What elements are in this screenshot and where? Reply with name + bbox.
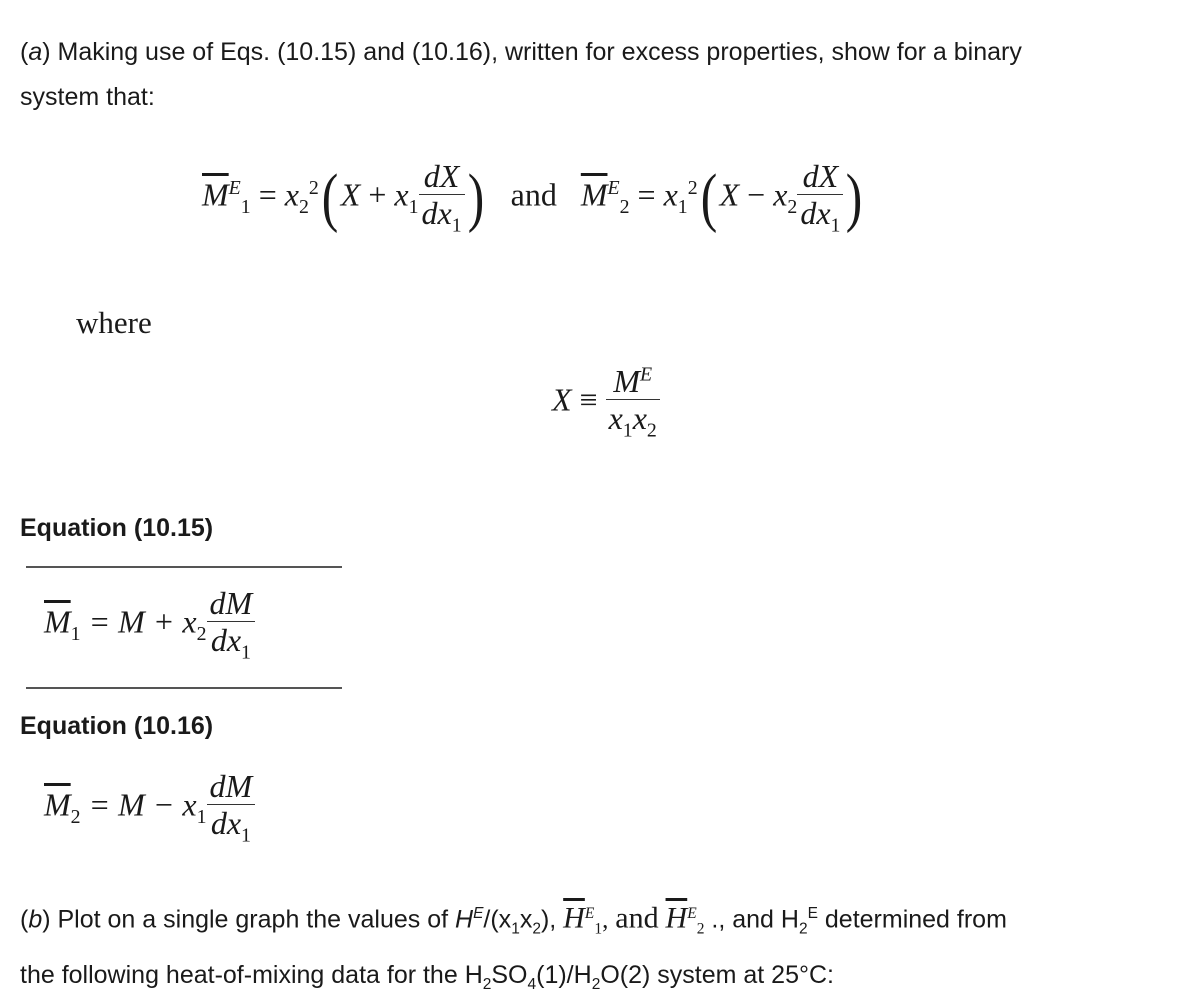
dot-comma: ., — [711, 905, 726, 934]
den-b-sub: 1 — [830, 214, 841, 237]
part-a-text: Making use of Eqs. (10.15) and (10.16), written for excess properties, show for a binary — [50, 38, 1022, 66]
frac-dX-dx1-a — [419, 160, 465, 236]
divider-top — [26, 566, 342, 568]
den-a-sub: 1 — [451, 214, 462, 237]
me-num: M — [613, 363, 640, 399]
lparen-1: ( — [321, 161, 339, 235]
x-def-var: X — [552, 381, 572, 418]
m-bar-2: $\overline{M}$ — [580, 176, 608, 213]
mid-text: (1)/H — [536, 961, 592, 989]
h1-sup: E — [584, 905, 595, 922]
dx-den-b: dx — [210, 805, 242, 841]
x1-den-sub: 1 — [622, 419, 633, 442]
den-a: dx — [421, 195, 452, 231]
x-var-2: X — [719, 176, 740, 213]
equation-1015-heading: Equation (10.15) — [20, 514, 214, 542]
m2-sub: 2 — [70, 805, 81, 828]
o-text: O(2) system at 25°C: — [600, 961, 834, 989]
equation-1016 — [44, 770, 255, 846]
sub-2: 2 — [298, 195, 309, 218]
m1-sub: 1 — [70, 622, 81, 645]
he-slash: /(x — [483, 905, 512, 934]
h2-sup: E — [687, 905, 697, 922]
h1-comma: , — [602, 906, 609, 934]
sub-1b: 1 — [408, 195, 419, 218]
x2-mult: x — [773, 176, 788, 213]
he-sup: E — [473, 905, 484, 922]
he-close: ), — [540, 905, 557, 934]
x-definition — [552, 365, 660, 441]
frac-dM-dx1-b — [207, 770, 256, 846]
sub-1c: 1 — [677, 195, 688, 218]
plus: + — [368, 176, 387, 213]
m-bar-1: $\overline{M}$ — [202, 176, 229, 213]
x-var-1: X — [340, 176, 361, 213]
h2e-sup: E — [807, 905, 818, 922]
so4-sub: 4 — [527, 976, 537, 993]
h2-bar: $\overline{H}$ — [665, 901, 688, 935]
frac-ME-x1x2 — [606, 365, 660, 441]
and-h2: and H — [725, 905, 799, 934]
sub-2b: 2 — [619, 195, 630, 218]
x1-mult: x — [394, 176, 409, 213]
part-b-text-end: determined from — [817, 905, 1007, 934]
dm-num-b: dM — [207, 770, 256, 805]
den-b: dx — [800, 195, 831, 231]
part-a-label: a — [28, 38, 43, 66]
part-b-line-2 — [20, 953, 834, 1007]
dx-den-b-sub: 1 — [241, 824, 251, 847]
h2o-sub: 2 — [591, 976, 601, 993]
x2-den: x — [632, 400, 647, 436]
sq-1: 2 — [308, 176, 319, 199]
and-b: and — [615, 901, 659, 935]
m2-bar: $\overline{M}$ — [44, 786, 71, 823]
rparen-2: ) — [846, 161, 863, 235]
x2-squared: x — [284, 176, 299, 213]
part-b-label: b — [28, 905, 43, 934]
sub-2c: 2 — [787, 195, 798, 218]
he-x1-sub: 1 — [511, 920, 520, 938]
x1-den: x — [608, 400, 623, 436]
equiv-sign: ≡ — [579, 381, 598, 418]
part-b-line-1: (b) Plot on a single graph the values of $H^E/(x_1x_2)$, $\overline{H}^E_1$, and $\overline{H}^E_2$ ., and $H_2^E$ determined from — [20, 901, 1007, 938]
h1-sub: 1 — [594, 920, 603, 938]
dx-den-a-sub: 1 — [241, 641, 251, 664]
rparen-1: ) — [467, 161, 484, 235]
dx-den-a: dx — [210, 622, 242, 658]
main-equation — [202, 160, 865, 236]
he-h: H — [455, 905, 474, 934]
equation-1015 — [44, 587, 255, 663]
h2-sub: 2 — [696, 920, 705, 938]
me-sup: E — [639, 363, 653, 386]
h1-bar: $\overline{H}$ — [563, 901, 585, 935]
sub-1: 1 — [240, 195, 251, 218]
eq1015-rhs: = M + x — [88, 603, 197, 640]
eq1016-rhs: = M − x — [88, 786, 197, 823]
eq1015-xsub: 2 — [196, 622, 207, 645]
frac-dX-dx1-b — [797, 160, 843, 236]
where-label: where — [76, 305, 152, 340]
sq-2: 2 — [687, 176, 698, 199]
equals-2: = — [637, 176, 656, 213]
num-a: dX — [419, 160, 465, 195]
x2-den-sub: 2 — [646, 419, 657, 442]
minus: − — [747, 176, 766, 213]
he-x2-sub: 2 — [532, 920, 541, 938]
m1-bar: $\overline{M}$ — [44, 603, 71, 640]
dm-num-a: dM — [207, 587, 256, 622]
divider-bottom — [26, 687, 342, 689]
sup-e-2: E — [607, 176, 620, 199]
sup-e-1: E — [228, 176, 241, 199]
x1-squared: x — [663, 176, 678, 213]
part-a-line-2: system that: — [20, 83, 155, 111]
frac-dM-dx1-a — [207, 587, 256, 663]
so4: SO — [491, 961, 528, 989]
part-a-line-1: (a) Making use of Eqs. (10.15) and (10.16), written for excess properties, show for a binary — [20, 38, 1022, 66]
equals-1: = — [258, 176, 277, 213]
equation-1016-heading: Equation (10.16) — [20, 712, 214, 740]
eq1016-xsub: 1 — [196, 805, 207, 828]
he-x2: x — [519, 905, 533, 934]
h2e-sub: 2 — [798, 920, 808, 938]
and-word: and — [510, 176, 557, 213]
part-b-text1: Plot on a single graph the values of — [50, 905, 455, 934]
h2so4-sub: 2 — [482, 976, 492, 993]
line2-start: the following heat-of-mixing data for the H — [20, 961, 483, 989]
num-b: dX — [797, 160, 843, 195]
lparen-2: ( — [700, 161, 717, 235]
